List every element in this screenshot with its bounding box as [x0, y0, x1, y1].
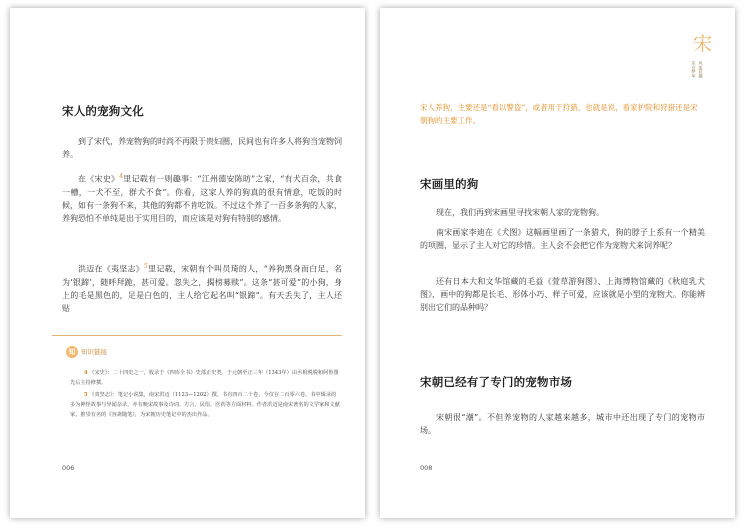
footnote	[70, 390, 340, 420]
paragraph: 洪迈在《夷坚志》$^5$里记载，宋朝有个叫员琦的人，“养狗黑身而白足，名为‘银蹄’，随呼拜跪，甚可爱。忽失之，揭榜募赎”。这条“甚可爱”的小狗，身上的毛是黑色的，足是白色的，主人给它起名叫“银蹄”。有天丢失了，主人还贴	[62, 263, 343, 313]
paragraph: 还有日本大和文华馆藏的毛益《萱草游狗图》、上海博物馆藏的《秋庭乳犬图》，画中的狗都是长毛、形体小巧、样子可爱，应该就是小型的宠物犬。你能辨别出它们的品种吗？	[420, 277, 705, 312]
footnote-text: 《夷坚志》：笔记小说集，南宋洪迈（1123—1202）撰。书有四百二十卷，今仅存二百零六卷。书中辑录的多为神怪故事与异闻杂录，亦有晚宋故事及诗词、方言、民俗、医药等方面材料。作者洪迈是南宋著名的文学家和文献家，推崇有名的《容斋随笔》，为宋朝历史笔记中的杰出作品。	[70, 392, 340, 418]
footnote-mark: 4	[119, 173, 124, 180]
left-book-page	[10, 8, 365, 518]
chapter-mark-sub: 东京梦华	[691, 61, 697, 78]
paragraph: 宋朝很“潮”。不但养宠物的人家越来越多，城市中还出现了专门的宠物市场。	[420, 413, 705, 435]
paragraph: 南宋画家李迪在《犬图》这幅画里画了一条猎犬，狗的脖子上系有一个精美的项圈，显示了主人对它的珍惜。主人会不会把它作为宠物犬来饲养呢？	[420, 228, 705, 250]
page-heading: 宋人的宠狗文化	[62, 104, 144, 118]
knowledge-box-title: 知识链接	[81, 348, 107, 356]
section-heading: 宋画里的狗	[420, 177, 479, 191]
knowledge-box-divider	[52, 335, 342, 336]
footnote-text: 《宋史》：二十四史之一，收录于《四库全书》史部正史类。于元朝至正三年（1343年）由丞相脱脱和阿鲁图先后主持修撰。	[70, 370, 339, 386]
section-heading: 宋朝已经有了专门的宠物市场	[420, 375, 573, 389]
right-book-page	[380, 8, 735, 518]
paragraph: 在《宋史》$^4$里记载有一则趣事：“江州德安陈昉”之家，“有犬百余，共食一槽，一犬不至，群犬不食”。你看，这家人养的狗真的很有情意，吃饭的时候，如有一条狗不来，其他的狗都不肯吃饭。不过这个养了一百多条狗的人家，养狗恐怕不单纯是出于实用目的，而应该是对狗有特别的感情。	[62, 173, 342, 223]
footnote-number: 5	[84, 392, 88, 398]
chapter-mark-sub: 风流意趣	[698, 61, 704, 78]
footnote-mark: 5	[144, 263, 148, 270]
page-number: 008	[420, 464, 433, 472]
highlight-note: 宋人养狗，主要还是“看以警盗”，或者用于狩猎、也就是说，看家护院和狩猎还是宋朝狗的主要工作。	[420, 103, 698, 125]
footnote	[70, 368, 340, 388]
chapter-mark	[691, 34, 715, 78]
knowledge-icon: 知	[66, 346, 78, 358]
paragraph: 现在，我们再到宋画里寻找宋朝人家的宠物狗。	[436, 208, 604, 217]
chapter-mark-char: 宋	[693, 33, 713, 55]
footnote-number: 4	[84, 370, 88, 376]
page-number: 006	[62, 464, 75, 472]
paragraph: 到了宋代，养宠物狗的时尚不再限于贵妇圈，民间也有许多人将狗当宠物饲养。	[62, 137, 342, 159]
